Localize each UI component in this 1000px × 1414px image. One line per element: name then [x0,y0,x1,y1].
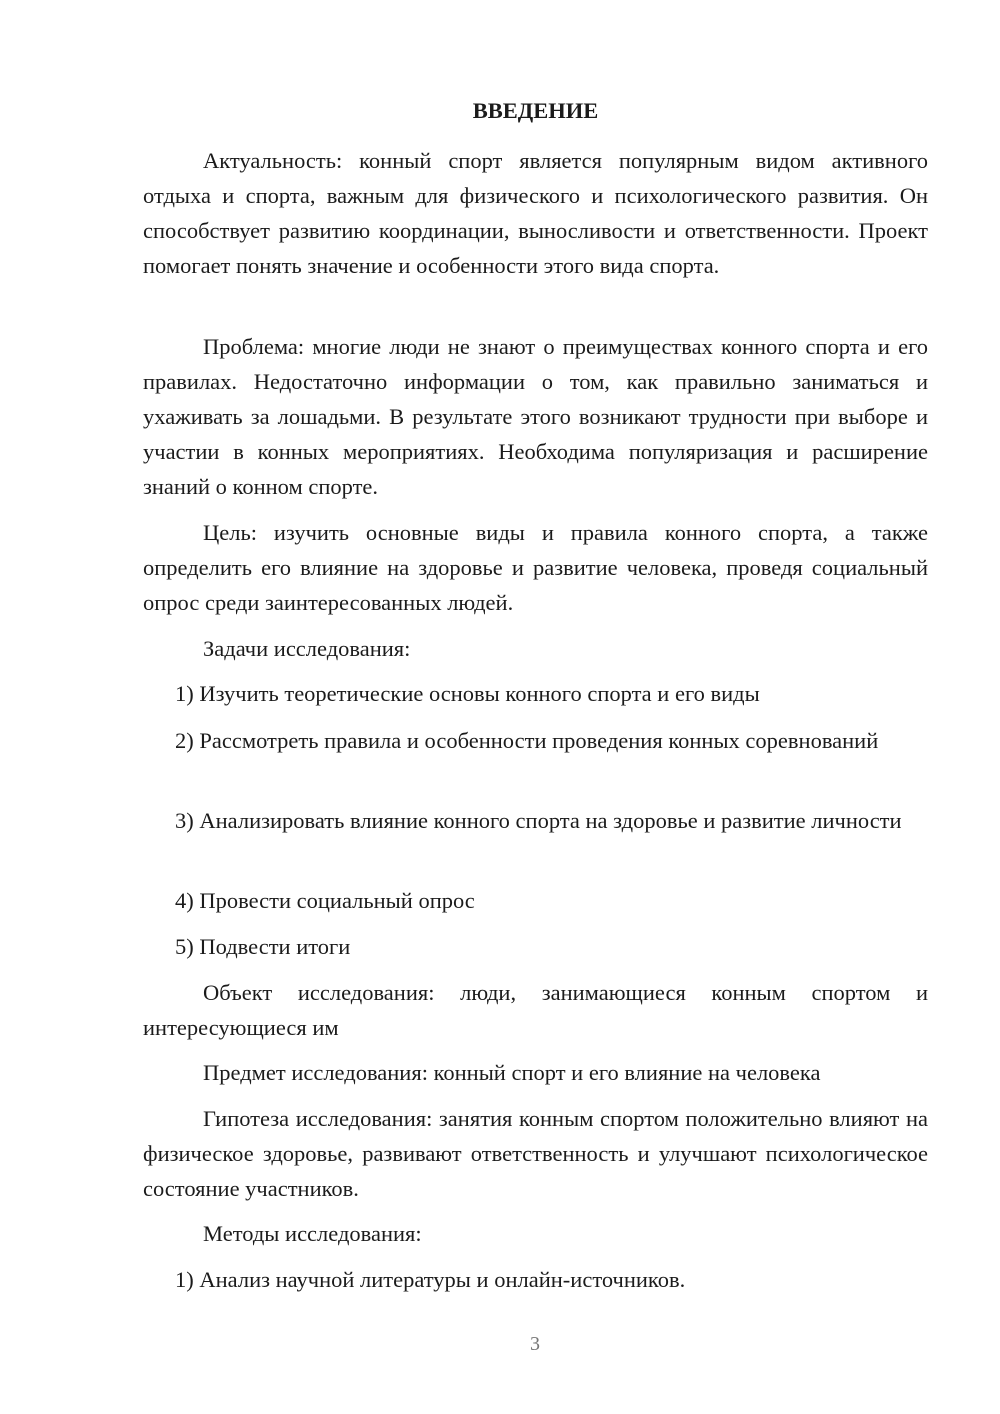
subject-paragraph: Предмет исследования: конный спорт и его влияние на человека [203,1060,821,1085]
task-item-3: 3) Анализировать влияние конного спорта на здоровье и развитие личности [175,808,902,833]
methods-title: Методы исследования: [203,1221,422,1246]
relevance-paragraph: Актуальность: конный спорт является популярным видом активного отдыха и спорта, важным для физического и психологического развития. Он способствует развитию координации, выносливости и ответственности. Проект помогает понять значение и особенности этого вида спорта. [143,148,928,278]
task-item-4: 4) Провести социальный опрос [175,888,475,913]
method-item-1: 1) Анализ научной литературы и онлайн-источников. [175,1267,686,1292]
task-item-5: 5) Подвести итоги [175,934,351,959]
problem-paragraph: Проблема: многие люди не знают о преимуществах конного спорта и его правилах. Недостаточно информации о том, как правильно заниматься и ухаживать за лошадьми. В результате этого возникают трудности при выборе и участии в конных мероприятиях. Необходима популяризация и расширение знаний о конном спорте. [143,334,928,499]
hypothesis-paragraph: Гипотеза исследования: занятия конным спортом положительно влияют на физическое здоровье, развивают ответственность и улучшают психологическое состояние участников. [143,1106,928,1201]
task-item-2: 2) Рассмотреть правила и особенности проведения конных соревнований [175,728,879,753]
task-item-1: 1) Изучить теоретические основы конного спорта и его виды [175,681,760,706]
page-heading: ВВЕДЕНИЕ [472,98,599,123]
page-number: 3 [530,1333,540,1355]
goal-paragraph: Цель: изучить основные виды и правила конного спорта, а также определить его влияние на здоровье и развитие человека, проведя социальный опрос среди заинтересованных людей. [143,520,928,615]
tasks-title: Задачи исследования: [203,636,411,661]
object-paragraph: Объект исследования: люди, занимающиеся конным спортом и интересующиеся им [143,980,928,1040]
